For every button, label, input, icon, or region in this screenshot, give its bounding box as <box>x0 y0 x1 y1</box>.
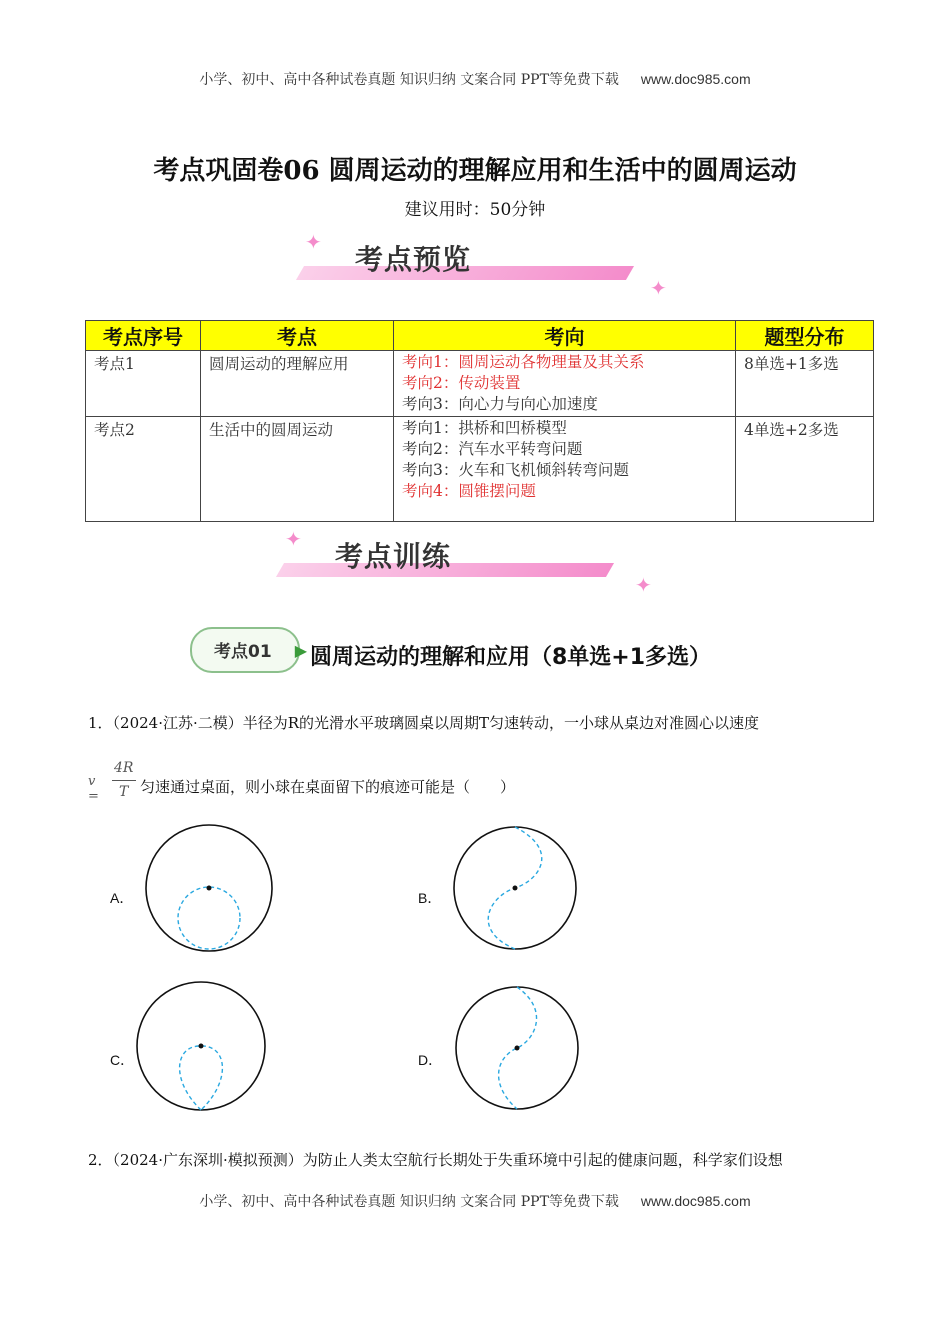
th-topic: 考点 <box>201 321 394 351</box>
sparkle-icon: ✦ <box>635 573 652 597</box>
direction-item: 考向3：向心力与向心加速度 <box>402 395 598 413</box>
direction-item: 考向1：圆周运动各物理量及其关系 <box>402 353 645 371</box>
direction-item: 考向4：圆锥摆问题 <box>402 482 536 500</box>
direction-item: 考向1：拱桥和凹桥模型 <box>402 419 567 437</box>
figure-d[interactable] <box>456 987 578 1109</box>
th-direction: 考向 <box>394 321 736 351</box>
formula-numerator: 4R <box>114 760 134 776</box>
cell-topic: 圆周运动的理解应用 <box>201 351 394 417</box>
header-url[interactable]: www.doc985.com <box>640 71 751 87</box>
option-b-label[interactable]: B． <box>418 890 442 906</box>
header-text: 小学、初中、高中各种试卷真题 知识归纳 文案合同 PPT等免费下载 <box>199 72 619 88</box>
cell-distribution: 4单选+2多选 <box>736 417 874 522</box>
section-heading: 圆周运动的理解和应用（8单选+1多选） <box>310 645 712 670</box>
cell-topic: 生活中的圆周运动 <box>201 417 394 522</box>
sparkle-icon: ✦ <box>305 230 322 254</box>
arrow-icon: ▶ <box>294 641 307 660</box>
direction-item: 考向3：火车和飞机倾斜转弯问题 <box>402 461 629 479</box>
banner-title: 考点预览 <box>355 243 472 276</box>
option-a-label[interactable]: A． <box>110 890 134 906</box>
page-footer <box>0 1191 950 1211</box>
option-c-label[interactable]: C． <box>110 1052 135 1068</box>
question-1-stem-cont: 匀速通过桌面，则小球在桌面留下的痕迹可能是（ ） <box>140 778 516 796</box>
question-2-stem: 2．（2024·广东深圳·模拟预测）为防止人类太空航行长期处于失重环境中引起的健康问题，科学家们设想 <box>88 1151 783 1169</box>
page-title: 考点巩固卷06 圆周运动的理解应用和生活中的圆周运动 <box>153 156 797 186</box>
formula-denominator: T <box>119 784 129 800</box>
th-distribution: 题型分布 <box>736 321 874 351</box>
direction-item: 考向2：传动装置 <box>402 374 521 392</box>
cell-id: 考点2 <box>86 417 201 522</box>
suggested-time: 建议用时：50分钟 <box>404 200 546 220</box>
sparkle-icon: ✦ <box>285 527 302 551</box>
cell-distribution: 8单选+1多选 <box>736 351 874 417</box>
figure-c[interactable] <box>137 982 265 1110</box>
option-d-label[interactable]: D． <box>418 1052 443 1068</box>
cell-id: 考点1 <box>86 351 201 417</box>
figure-b[interactable] <box>454 827 576 949</box>
sparkle-icon: ✦ <box>650 276 667 300</box>
question-1-stem: 1．（2024·江苏·二模）半径为R的光滑水平玻璃圆桌以周期T匀速转动，一小球从桌边对准圆心以速度 <box>88 714 760 732</box>
badge-text: 考点01 <box>214 642 272 662</box>
direction-item: 考向2：汽车水平转弯问题 <box>402 440 583 458</box>
footer-url[interactable]: www.doc985.com <box>640 1193 751 1209</box>
figure-a[interactable] <box>146 825 272 951</box>
th-id: 考点序号 <box>86 321 201 351</box>
formula-v: v = <box>88 774 99 804</box>
footer-text: 小学、初中、高中各种试卷真题 知识归纳 文案合同 PPT等免费下载 <box>199 1194 619 1210</box>
banner-title: 考点训练 <box>335 540 452 573</box>
